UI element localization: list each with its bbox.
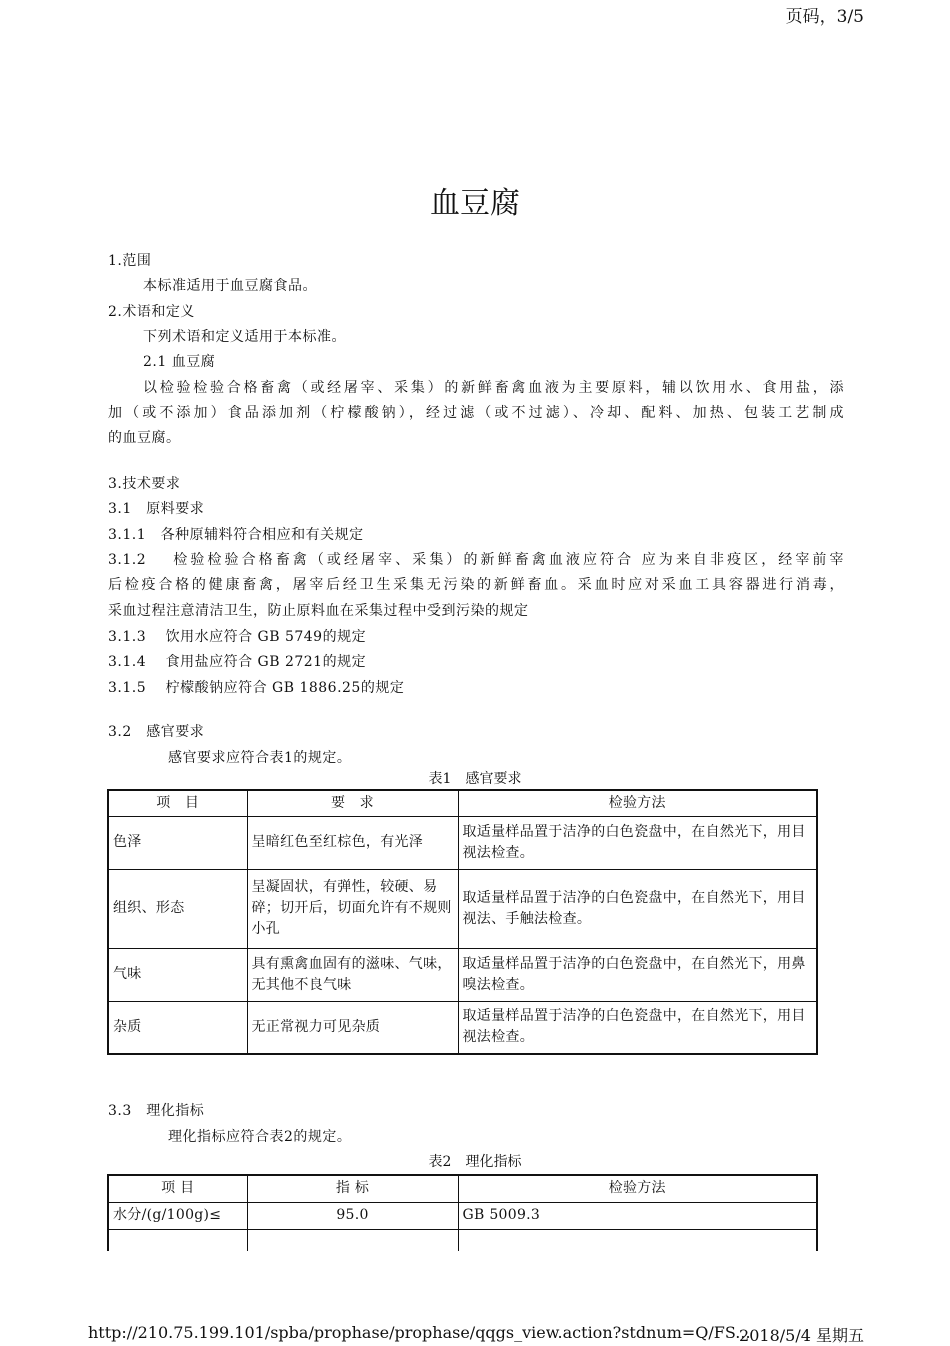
document-title: 血豆腐 bbox=[430, 186, 520, 221]
section-2-1-line-2: 加（或不添加）食品添加剂（柠檬酸钠），经过滤（或不过滤）、冷却、配料、加热、包装工艺制成 bbox=[108, 405, 844, 421]
section-3-2-heading: 3.2 感官要求 bbox=[108, 724, 205, 740]
table-cell-requirement: 具有熏禽血固有的滋味、气味，无其他不良气味 bbox=[247, 948, 458, 1001]
sensory-requirements-table bbox=[107, 789, 818, 1055]
section-2-1-heading: 2.1 血豆腐 bbox=[143, 354, 216, 370]
table-row bbox=[108, 869, 817, 948]
table-cell-item: 组织、形态 bbox=[108, 869, 247, 948]
physicochemical-table bbox=[107, 1174, 818, 1251]
table-cell-item: 水分/(g/100g)≤ bbox=[108, 1202, 247, 1229]
table-cell-empty bbox=[247, 1229, 458, 1251]
table-cell-method: 取适量样品置于洁净的白色瓷盘中，在自然光下，用鼻嗅法检查。 bbox=[458, 948, 817, 1001]
table-2-caption: 表2 理化指标 bbox=[428, 1154, 522, 1170]
table-1-caption: 表1 感官要求 bbox=[428, 771, 522, 787]
section-3-2-text: 感官要求应符合表1的规定。 bbox=[168, 750, 352, 766]
footer-date: 2018/5/4 星期五 bbox=[739, 1326, 864, 1345]
table-cell-requirement: 呈凝固状，有弹性，较硬、易碎；切开后，切面允许有不规则小孔 bbox=[247, 869, 458, 948]
section-3-1-3: 3.1.3 饮用水应符合 GB 5749的规定 bbox=[108, 629, 367, 645]
table-cell-method: 取适量样品置于洁净的白色瓷盘中，在自然光下，用目视法检查。 bbox=[458, 816, 817, 869]
table-cell-method: 取适量样品置于洁净的白色瓷盘中，在自然光下，用目视法、手触法检查。 bbox=[458, 869, 817, 948]
section-3-1-2-line-3: 采血过程注意清洁卫生，防止原料血在采集过程中受到污染的规定 bbox=[108, 603, 529, 619]
table-cell-method: 取适量样品置于洁净的白色瓷盘中，在自然光下，用目视法检查。 bbox=[458, 1001, 817, 1054]
section-3-1-2-line-2: 后检疫合格的健康畜禽，屠宰后经卫生采集无污染的新鲜畜血。采血时应对采血工具容器进行消毒， bbox=[108, 577, 844, 593]
section-3-1-4: 3.1.4 食用盐应符合 GB 2721的规定 bbox=[108, 654, 367, 670]
section-2-1-line-1: 以检验检验合格畜禽（或经屠宰、采集）的新鲜畜禽血液为主要原料，辅以饮用水、食用盐，添 bbox=[143, 380, 844, 396]
section-2-heading: 2.术语和定义 bbox=[108, 304, 195, 320]
table-cell-method: GB 5009.3 bbox=[458, 1202, 817, 1229]
table-cell-value: 95.0 bbox=[247, 1202, 458, 1229]
section-3-1-1: 3.1.1 各种原辅料符合相应和有关规定 bbox=[108, 527, 364, 543]
section-3-1-2-line-1: 3.1.2 检验检验合格畜禽（或经屠宰、采集）的新鲜畜禽血液应符合 应为来自非疫区，经宰前宰 bbox=[108, 552, 844, 568]
section-3-1-heading: 3.1 原料要求 bbox=[108, 501, 205, 517]
table-cell-empty bbox=[108, 1229, 247, 1251]
table-header-cell: 要 求 bbox=[247, 790, 458, 816]
section-3-heading: 3.技术要求 bbox=[108, 476, 181, 492]
section-2-1-line-3: 的血豆腐。 bbox=[108, 430, 181, 446]
table-header-cell: 项 目 bbox=[108, 790, 247, 816]
section-3-3-heading: 3.3 理化指标 bbox=[108, 1103, 205, 1119]
page-number: 页码，3/5 bbox=[785, 7, 864, 27]
table-row bbox=[108, 1001, 817, 1054]
table-header-row bbox=[108, 1175, 817, 1202]
table-header-cell: 检验方法 bbox=[458, 790, 817, 816]
table-row bbox=[108, 948, 817, 1001]
table-row-partial bbox=[108, 1229, 817, 1251]
table-header-cell: 检验方法 bbox=[458, 1175, 817, 1202]
table-row bbox=[108, 816, 817, 869]
section-1-text: 本标准适用于血豆腐食品。 bbox=[143, 278, 317, 294]
table-cell-item: 色泽 bbox=[108, 816, 247, 869]
table-cell-requirement: 呈暗红色至红棕色，有光泽 bbox=[247, 816, 458, 869]
section-1-heading: 1.范围 bbox=[108, 253, 152, 269]
footer-url: http://210.75.199.101/spba/prophase/prophase/qqgs_view.action?stdnum=Q/FS... bbox=[88, 1323, 751, 1342]
section-3-3-text: 理化指标应符合表2的规定。 bbox=[168, 1129, 352, 1145]
table-cell-item: 杂质 bbox=[108, 1001, 247, 1054]
table-row bbox=[108, 1202, 817, 1229]
table-header-row bbox=[108, 790, 817, 816]
table-header-cell: 指 标 bbox=[247, 1175, 458, 1202]
section-3-1-5: 3.1.5 柠檬酸钠应符合 GB 1886.25的规定 bbox=[108, 680, 405, 696]
table-cell-requirement: 无正常视力可见杂质 bbox=[247, 1001, 458, 1054]
table-cell-item: 气味 bbox=[108, 948, 247, 1001]
table-header-cell: 项 目 bbox=[108, 1175, 247, 1202]
section-2-text: 下列术语和定义适用于本标准。 bbox=[143, 329, 346, 345]
table-cell-empty bbox=[458, 1229, 817, 1251]
